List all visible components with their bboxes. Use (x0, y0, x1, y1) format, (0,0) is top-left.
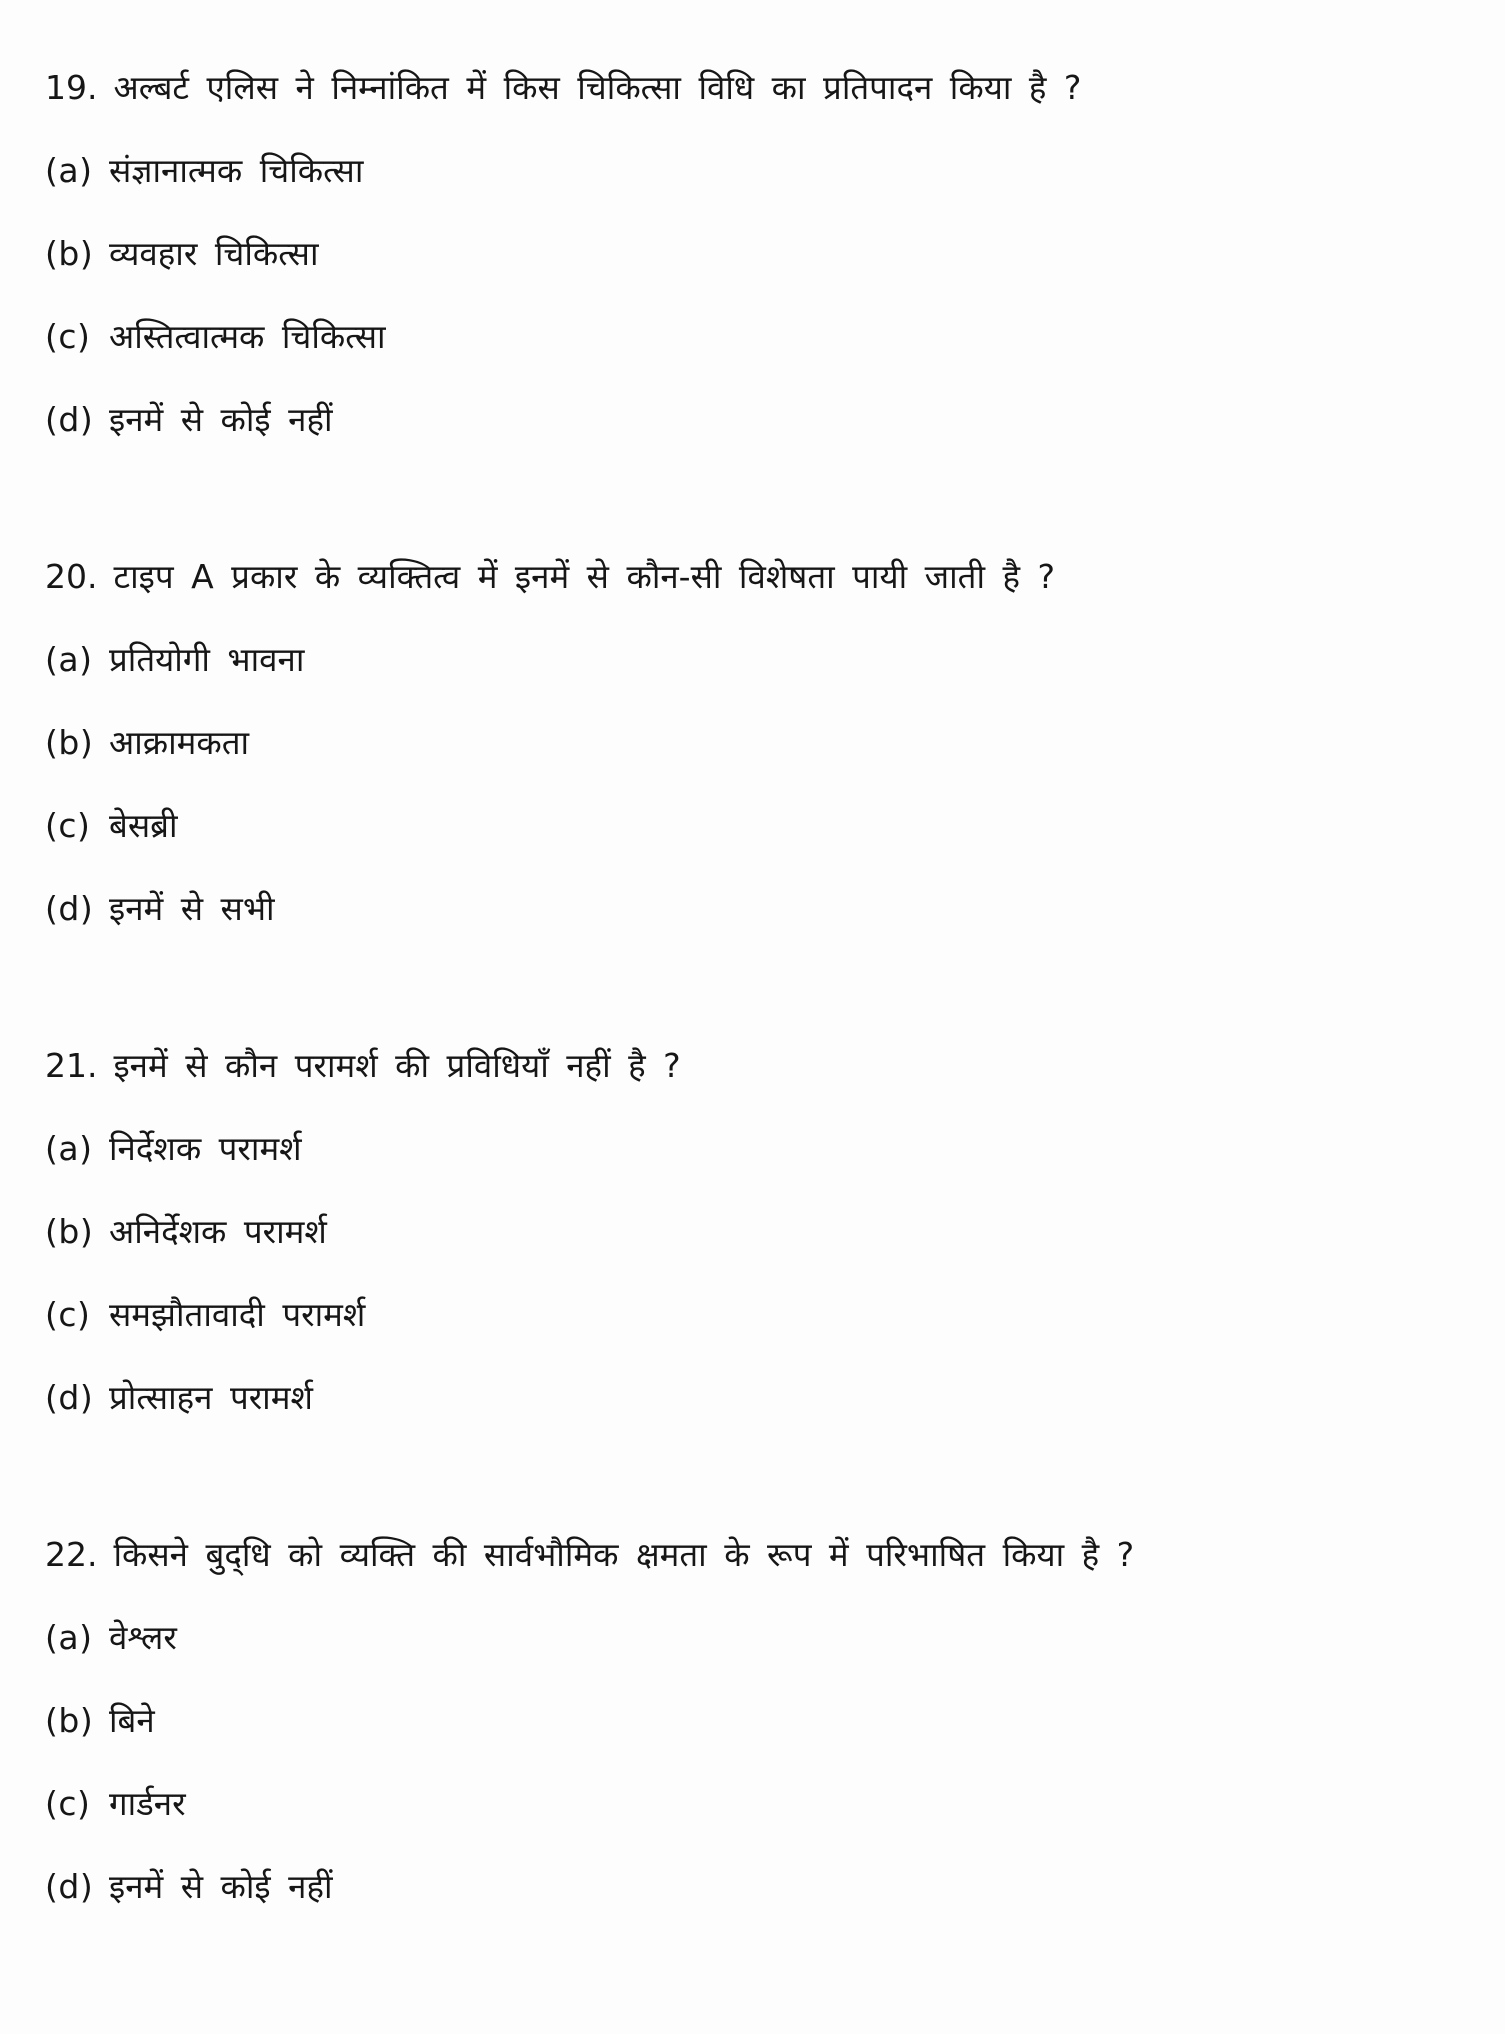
option-marker: (b) (45, 233, 94, 273)
option-row (45, 784, 1465, 867)
option-marker: (c) (45, 805, 91, 845)
option-marker: (a) (45, 639, 93, 679)
option-row (45, 1190, 1465, 1273)
option-text: व्यवहार चिकित्सा (109, 233, 319, 273)
option-row (45, 1356, 1465, 1439)
option-text: इनमें से कोई नहीं (109, 399, 333, 439)
option-marker: (b) (45, 722, 94, 762)
question-text: अल्बर्ट एलिस ने निम्नांकित में किस चिकित्सा विधि का प्रतिपादन किया है ? (113, 67, 1082, 107)
question-19 (45, 46, 1465, 461)
option-text: गार्डनर (109, 1783, 186, 1823)
option-row (45, 701, 1465, 784)
question-number: 19. (45, 67, 98, 107)
option-row (45, 1107, 1465, 1190)
option-row (45, 618, 1465, 701)
question-21 (45, 1024, 1465, 1439)
option-marker: (d) (45, 888, 94, 928)
option-text: संज्ञानात्मक चिकित्सा (109, 150, 364, 190)
option-marker: (c) (45, 1783, 91, 1823)
question-20 (45, 535, 1465, 950)
option-row (45, 1679, 1465, 1762)
question-text: इनमें से कौन परामर्श की प्रविधियाँ नहीं है ? (113, 1045, 681, 1085)
option-marker: (c) (45, 316, 91, 356)
question-text: टाइप A प्रकार के व्यक्तित्व में इनमें से कौन-सी विशेषता पायी जाती है ? (113, 556, 1056, 596)
option-text: वेश्लर (109, 1617, 177, 1657)
option-text: प्रोत्साहन परामर्श (109, 1377, 313, 1417)
question-line (45, 46, 1465, 129)
option-row (45, 378, 1465, 461)
question-22 (45, 1513, 1465, 1928)
option-text: इनमें से सभी (109, 888, 275, 928)
question-number: 22. (45, 1534, 98, 1574)
option-row (45, 212, 1465, 295)
option-text: बेसब्री (109, 805, 178, 845)
option-text: अनिर्देशक परामर्श (109, 1211, 327, 1251)
option-marker: (d) (45, 1866, 94, 1906)
option-text: प्रतियोगी भावना (109, 639, 305, 679)
option-marker: (c) (45, 1294, 91, 1334)
option-row (45, 1762, 1465, 1845)
option-text: आक्रामकता (109, 722, 250, 762)
option-marker: (d) (45, 399, 94, 439)
option-row (45, 1845, 1465, 1928)
option-text: बिने (109, 1700, 155, 1740)
option-row (45, 1273, 1465, 1356)
question-line (45, 1024, 1465, 1107)
option-text: समझौतावादी परामर्श (109, 1294, 366, 1334)
option-text: इनमें से कोई नहीं (109, 1866, 333, 1906)
option-row (45, 1596, 1465, 1679)
option-text: अस्तित्वात्मक चिकित्सा (109, 316, 386, 356)
option-row (45, 295, 1465, 378)
option-marker: (a) (45, 1128, 93, 1168)
question-line (45, 1513, 1465, 1596)
option-marker: (a) (45, 150, 93, 190)
option-text: निर्देशक परामर्श (109, 1128, 302, 1168)
question-number: 20. (45, 556, 98, 596)
option-marker: (b) (45, 1700, 94, 1740)
question-line (45, 535, 1465, 618)
question-number: 21. (45, 1045, 98, 1085)
option-row (45, 867, 1465, 950)
option-marker: (a) (45, 1617, 93, 1657)
question-text: किसने बुद्‌धि को व्यक्ति की सार्वभौमिक क्षमता के रूप में परिभाषित किया है ? (113, 1534, 1135, 1574)
option-row (45, 129, 1465, 212)
option-marker: (d) (45, 1377, 94, 1417)
option-marker: (b) (45, 1211, 94, 1251)
